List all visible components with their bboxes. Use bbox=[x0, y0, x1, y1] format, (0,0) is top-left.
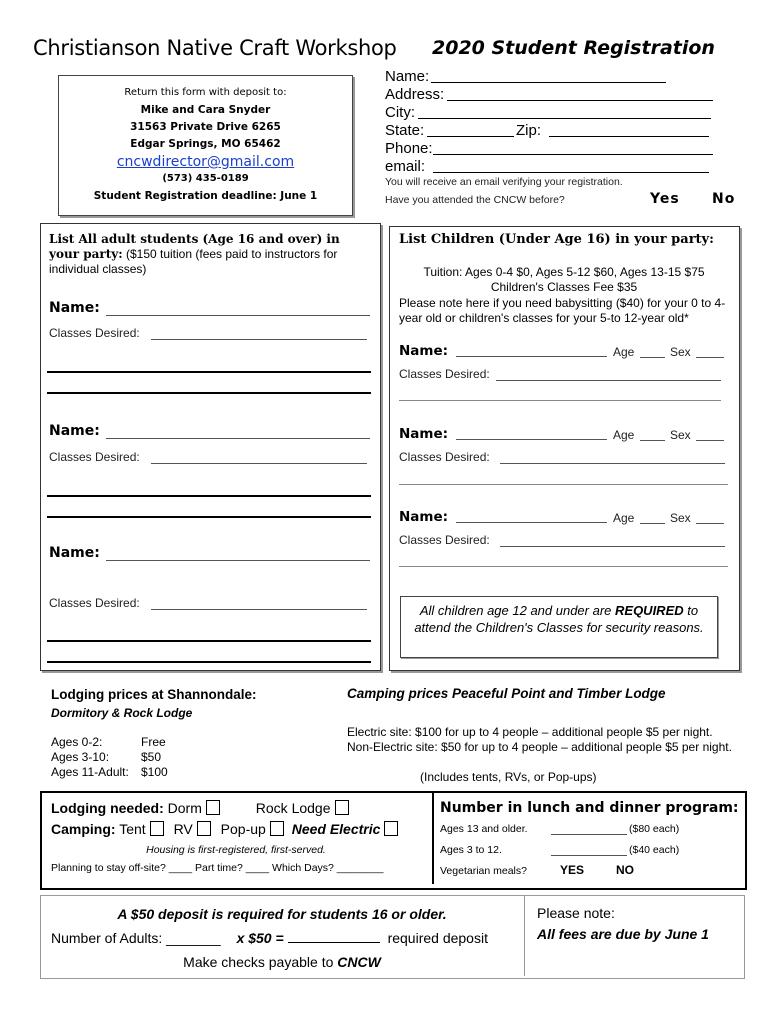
child-2-classes-label: Classes Desired: bbox=[399, 450, 490, 464]
adult-1-classes-field[interactable] bbox=[151, 339, 367, 340]
child-2-age-field[interactable] bbox=[640, 440, 665, 441]
vegetarian-question: Vegetarian meals? bbox=[440, 865, 527, 877]
deposit-times: x $50 = bbox=[236, 930, 284, 946]
payable-to: CNCW bbox=[337, 954, 381, 970]
meals-ages3-price: ($40 each) bbox=[629, 844, 680, 856]
adult-1-name-field[interactable] bbox=[106, 315, 370, 316]
rv-label: RV bbox=[173, 821, 193, 837]
children-tuition: Tuition: Ages 0-4 $0, Ages 5-12 $60, Ages 13-15 $75 bbox=[423, 265, 705, 279]
adult-3-name-field[interactable] bbox=[106, 560, 370, 561]
child-2-classes-line-2[interactable] bbox=[399, 484, 728, 485]
lodging-price: Free bbox=[141, 735, 166, 749]
deposit-required-label: required deposit bbox=[387, 930, 488, 946]
child-3-name-field[interactable] bbox=[456, 522, 607, 523]
attended-question: Have you attended the CNCW before? bbox=[385, 194, 565, 206]
offsite-question[interactable]: Planning to stay off-site? ____ Part time? ____ Which Days? ________ bbox=[51, 862, 384, 874]
camping-heading: Camping prices Peaceful Point and Timber Lodge bbox=[347, 686, 666, 701]
child-2-sex-label: Sex bbox=[670, 428, 691, 442]
rock-lodge-label: Rock Lodge bbox=[255, 800, 331, 816]
form-title: Christianson Native Craft Workshop bbox=[33, 36, 397, 60]
lodging-subheading: Dormitory & Rock Lodge bbox=[51, 706, 193, 720]
verify-note: You will receive an email verifying your registration. bbox=[385, 176, 623, 188]
vegetarian-yes-option[interactable]: YES bbox=[560, 863, 585, 877]
lodging-price: $100 bbox=[141, 765, 168, 779]
babysitting-note: Please note here if you need babysitting ($40) for your 0 to 4-year old or children's classes for your 5-to 12-year old* bbox=[399, 296, 726, 325]
form-subtitle: 2020 Student Registration bbox=[432, 37, 715, 59]
deposit-total-field[interactable] bbox=[288, 942, 380, 943]
child-2-name-label: Name: bbox=[399, 426, 449, 442]
housing-note: Housing is first-registered, first-served. bbox=[146, 844, 326, 856]
meals-ages13-price: ($80 each) bbox=[629, 823, 680, 835]
meals-heading: Number in lunch and dinner program: bbox=[440, 800, 739, 816]
zip-label: Zip: bbox=[516, 122, 542, 139]
popup-checkbox[interactable] bbox=[270, 821, 284, 836]
children-required-note bbox=[400, 596, 718, 658]
adults-heading: List All adult students (Age 16 and over) in your party: bbox=[49, 232, 340, 261]
lodging-age-range: Ages 3-10: bbox=[51, 750, 110, 764]
adult-2-classes-label: Classes Desired: bbox=[49, 450, 140, 464]
child-1-name-label: Name: bbox=[399, 343, 449, 359]
adult-1-classes-line-3[interactable] bbox=[47, 392, 371, 394]
child-2-sex-field[interactable] bbox=[696, 440, 724, 441]
address-label: Address: bbox=[385, 86, 445, 103]
need-electric-checkbox[interactable] bbox=[384, 821, 398, 836]
deposit-headline: A $50 deposit is required for students 16 or older. bbox=[117, 906, 447, 922]
adult-2-classes-line-2[interactable] bbox=[47, 495, 371, 497]
adult-2-classes-line-3[interactable] bbox=[47, 516, 371, 518]
required-note-pre: All children age 12 and under are bbox=[419, 603, 616, 618]
child-1-sex-field[interactable] bbox=[696, 357, 724, 358]
state-label: State: bbox=[385, 122, 425, 139]
adult-3-classes-line-3[interactable] bbox=[47, 661, 371, 663]
meals-ages13-label: Ages 13 and older. bbox=[440, 823, 528, 835]
adult-2-name-field[interactable] bbox=[106, 438, 370, 439]
child-1-age-label: Age bbox=[613, 345, 635, 359]
dorm-label: Dorm bbox=[167, 800, 202, 816]
zip-field[interactable] bbox=[549, 136, 709, 137]
return-address-box bbox=[58, 75, 353, 216]
lodging-heading: Lodging prices at Shannondale: bbox=[51, 687, 257, 702]
non-electric-site-price: Non-Electric site: $50 for up to 4 people – additional people $5 per night. bbox=[347, 740, 732, 754]
payable-pre: Make checks payable to bbox=[183, 954, 338, 970]
electric-site-price: Electric site: $100 for up to 4 people – additional people $5 per night. bbox=[347, 725, 713, 739]
attended-yes-option[interactable]: Yes bbox=[650, 191, 680, 207]
child-2-classes-field[interactable] bbox=[500, 463, 725, 464]
child-3-age-field[interactable] bbox=[640, 523, 665, 524]
camping-label: Camping: bbox=[51, 821, 116, 837]
email-field[interactable] bbox=[433, 172, 709, 173]
adult-3-name-label: Name: bbox=[49, 545, 100, 561]
camping-prices bbox=[347, 725, 742, 755]
rock-lodge-checkbox[interactable] bbox=[335, 800, 349, 815]
meals-ages13-field[interactable] bbox=[551, 834, 627, 835]
adult-1-name-label: Name: bbox=[49, 300, 100, 316]
vegetarian-no-option[interactable]: NO bbox=[616, 863, 634, 877]
child-3-classes-label: Classes Desired: bbox=[399, 533, 490, 547]
adult-3-classes-line-2[interactable] bbox=[47, 640, 371, 642]
return-city: Edgar Springs, MO 65462 bbox=[130, 138, 281, 150]
phone-field[interactable] bbox=[433, 154, 713, 155]
midbox-divider bbox=[432, 793, 434, 884]
child-3-classes-field[interactable] bbox=[500, 546, 725, 547]
fees-note-label: Please note: bbox=[537, 905, 615, 921]
child-2-age-label: Age bbox=[613, 428, 635, 442]
children-tuition-block bbox=[394, 265, 734, 295]
child-1-classes-label: Classes Desired: bbox=[399, 367, 490, 381]
rv-checkbox[interactable] bbox=[197, 821, 211, 836]
lodging-price-row bbox=[51, 735, 168, 750]
adult-2-classes-field[interactable] bbox=[151, 463, 367, 464]
child-1-age-field[interactable] bbox=[640, 357, 665, 358]
required-note-post: to attend the Children's Classes for security reasons. bbox=[414, 603, 704, 635]
lodging-age-range: Ages 0-2: bbox=[51, 735, 103, 749]
lodging-price-row bbox=[51, 765, 168, 780]
child-3-age-label: Age bbox=[613, 511, 635, 525]
child-3-sex-label: Sex bbox=[670, 511, 691, 525]
phone-label: Phone: bbox=[385, 140, 433, 157]
child-1-classes-field[interactable] bbox=[496, 380, 721, 381]
meals-ages3-label: Ages 3 to 12. bbox=[440, 844, 502, 856]
number-of-adults-field[interactable]: Number of Adults: _______ bbox=[51, 930, 221, 946]
email-label: email: bbox=[385, 158, 426, 175]
lodging-age-range: Ages 11-Adult: bbox=[51, 765, 129, 779]
adult-1-classes-line-2[interactable] bbox=[47, 371, 371, 373]
city-label: City: bbox=[385, 104, 415, 121]
adults-tuition-note: ($150 tuition (fees paid to instructors for individual classes) bbox=[49, 247, 338, 276]
lodging-needed-row bbox=[51, 800, 349, 816]
return-intro: Return this form with deposit to: bbox=[124, 87, 287, 98]
return-phone: (573) 435-0189 bbox=[162, 173, 249, 184]
adults-heading-block bbox=[49, 232, 371, 277]
child-3-classes-line-2[interactable] bbox=[399, 566, 728, 567]
child-1-name-field[interactable] bbox=[456, 356, 607, 357]
tent-checkbox[interactable] bbox=[150, 821, 164, 836]
adult-3-classes-label: Classes Desired: bbox=[49, 596, 140, 610]
name-label: Name: bbox=[385, 68, 430, 85]
children-classes-fee: Children's Classes Fee $35 bbox=[490, 280, 638, 294]
meals-ages3-field[interactable] bbox=[551, 855, 627, 856]
registration-deadline: Student Registration deadline: June 1 bbox=[93, 190, 318, 202]
children-heading: List Children (Under Age 16) in your party: bbox=[399, 232, 714, 247]
dorm-checkbox[interactable] bbox=[206, 800, 220, 815]
director-email-link[interactable]: cncwdirector@gmail.com bbox=[116, 154, 295, 170]
tent-label: Tent bbox=[119, 821, 146, 837]
return-street: 31563 Private Drive 6265 bbox=[130, 121, 281, 133]
child-1-sex-label: Sex bbox=[670, 345, 691, 359]
deposit-calc-row bbox=[51, 930, 488, 946]
name-field[interactable] bbox=[431, 82, 666, 83]
child-3-name-label: Name: bbox=[399, 509, 449, 525]
adult-3-classes-field[interactable] bbox=[151, 609, 367, 610]
state-field[interactable] bbox=[427, 136, 514, 137]
need-electric-label: Need Electric bbox=[291, 821, 381, 837]
lodging-price-row bbox=[51, 750, 168, 765]
city-field[interactable] bbox=[418, 118, 711, 119]
attended-no-option[interactable]: No bbox=[712, 191, 736, 207]
return-name: Mike and Cara Snyder bbox=[140, 104, 271, 116]
camping-needed-row bbox=[51, 821, 398, 837]
payable-line bbox=[40, 954, 524, 970]
lodging-price-list bbox=[51, 735, 168, 780]
popup-label: Pop-up bbox=[220, 821, 266, 837]
lodging-needed-label: Lodging needed: bbox=[51, 800, 164, 816]
lodging-price: $50 bbox=[141, 750, 162, 764]
deposit-divider bbox=[524, 896, 525, 976]
child-3-sex-field[interactable] bbox=[696, 523, 724, 524]
adult-2-name-label: Name: bbox=[49, 423, 100, 439]
required-note-bold: REQUIRED bbox=[615, 603, 684, 618]
address-field[interactable] bbox=[447, 100, 713, 101]
camping-includes: (Includes tents, RVs, or Pop-ups) bbox=[420, 770, 597, 784]
child-2-name-field[interactable] bbox=[456, 439, 607, 440]
child-1-classes-line-2[interactable] bbox=[399, 400, 721, 401]
adult-1-classes-label: Classes Desired: bbox=[49, 326, 140, 340]
fees-due-note: All fees are due by June 1 bbox=[537, 926, 709, 942]
